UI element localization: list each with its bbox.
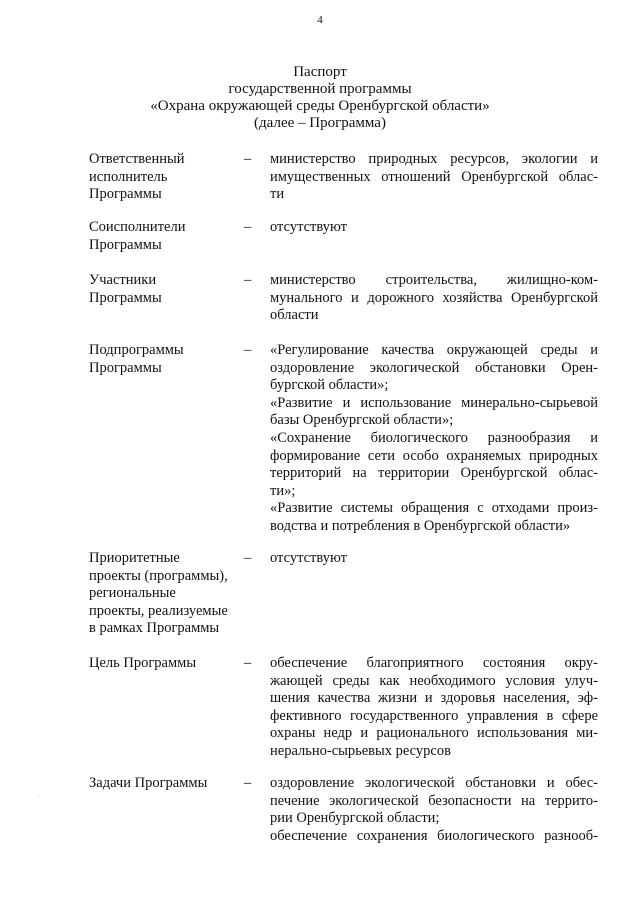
label-line: Задачи Программы (89, 775, 208, 791)
label-line: Соисполнители (89, 219, 186, 235)
value-line: фективного государственного управления в сфере (270, 707, 598, 724)
title-line: Паспорт (293, 64, 347, 80)
row-value (270, 550, 598, 568)
value-line: мунального и дорожного хозяйства Оренбургской (270, 289, 598, 306)
label-line: в рамках Программы (89, 620, 220, 637)
value-line: ти (270, 186, 285, 203)
value-line: охраны недр и рационального использования ми- (270, 725, 598, 742)
label-line: Программы (89, 289, 162, 306)
label-line: Цель Программы (89, 655, 197, 671)
value-line: имущественных отношений Оренбургской облас- (270, 168, 598, 185)
row-label (89, 655, 239, 673)
value-line: обеспечение благоприятного состояния окру- (270, 655, 598, 671)
value-line: «Развитие системы обращения с отходами произ- (270, 500, 598, 517)
row-dash: – (244, 151, 252, 167)
value-line: министерство строительства, жилищно-ком- (270, 272, 598, 288)
label-line: Участники (89, 272, 157, 288)
value-line: «Сохранение биологического разнообразия и (270, 429, 598, 446)
row-dash: – (244, 775, 252, 791)
value-line: водства и потребления в Оренбургской области» (270, 517, 571, 534)
page-number: 4 (317, 14, 323, 26)
row-label (89, 219, 239, 254)
value-line: нерально-сырьевых ресурсов (270, 742, 451, 759)
value-line: рии Оренбургской области; (270, 810, 440, 827)
row-dash: – (244, 655, 252, 671)
row-label (89, 550, 239, 638)
row-value (270, 655, 598, 761)
row-value (270, 219, 598, 237)
label-line: Программы (89, 359, 162, 376)
value-line: формирование сети особо охраняемых природных (270, 447, 598, 464)
row-value (270, 151, 598, 204)
label-line: Программы (89, 236, 162, 253)
value-line: территорий на территории Оренбургской облас- (270, 465, 598, 482)
document-title (0, 64, 640, 132)
value-line: ти»; (270, 482, 296, 499)
row-value (270, 775, 598, 845)
label-line: проекты (программы), (89, 567, 228, 584)
value-line: оздоровление экологической обстановки и обес- (270, 775, 598, 791)
row-label (89, 342, 239, 377)
value-line: области (270, 307, 319, 324)
value-line: базы Оренбургской области»; (270, 412, 454, 429)
row-dash: – (244, 219, 252, 235)
margin-mark (38, 796, 39, 797)
value-line: министерство природных ресурсов, экологии и (270, 151, 598, 167)
row-value (270, 342, 598, 536)
label-line: Ответственный (89, 151, 185, 167)
value-line: жающей среды как необходимого условия улуч- (270, 672, 598, 689)
value-line: отсутствуют (270, 219, 347, 235)
row-dash: – (244, 272, 252, 288)
value-line: бургской области»; (270, 377, 389, 394)
value-line: оздоровление экологической обстановки Орен- (270, 359, 598, 376)
row-dash: – (244, 550, 252, 566)
title-line: «Охрана окружающей среды Оренбургской области» (150, 98, 490, 114)
value-line: «Развитие и использование минерально-сырьевой (270, 394, 598, 411)
value-line: обеспечение сохранения биологического разнооб- (270, 827, 598, 844)
label-line: региональные (89, 585, 176, 602)
label-line: исполнитель (89, 168, 168, 185)
row-label (89, 272, 239, 307)
label-line: Подпрограммы (89, 342, 184, 358)
value-line: печение экологической безопасности на террито- (270, 792, 598, 809)
row-label (89, 151, 239, 204)
title-line: государственной программы (228, 81, 412, 97)
value-line: шения качества жизни и здоровья населения, эф- (270, 690, 598, 707)
row-dash: – (244, 342, 252, 358)
label-line: Приоритетные (89, 550, 180, 566)
label-line: проекты, реализуемые (89, 602, 228, 619)
value-line: «Регулирование качества окружающей среды и (270, 342, 598, 358)
row-label (89, 775, 239, 793)
label-line: Программы (89, 186, 162, 203)
value-line: отсутствуют (270, 550, 347, 566)
title-line: (далее – Программа) (254, 115, 386, 131)
row-value (270, 272, 598, 325)
